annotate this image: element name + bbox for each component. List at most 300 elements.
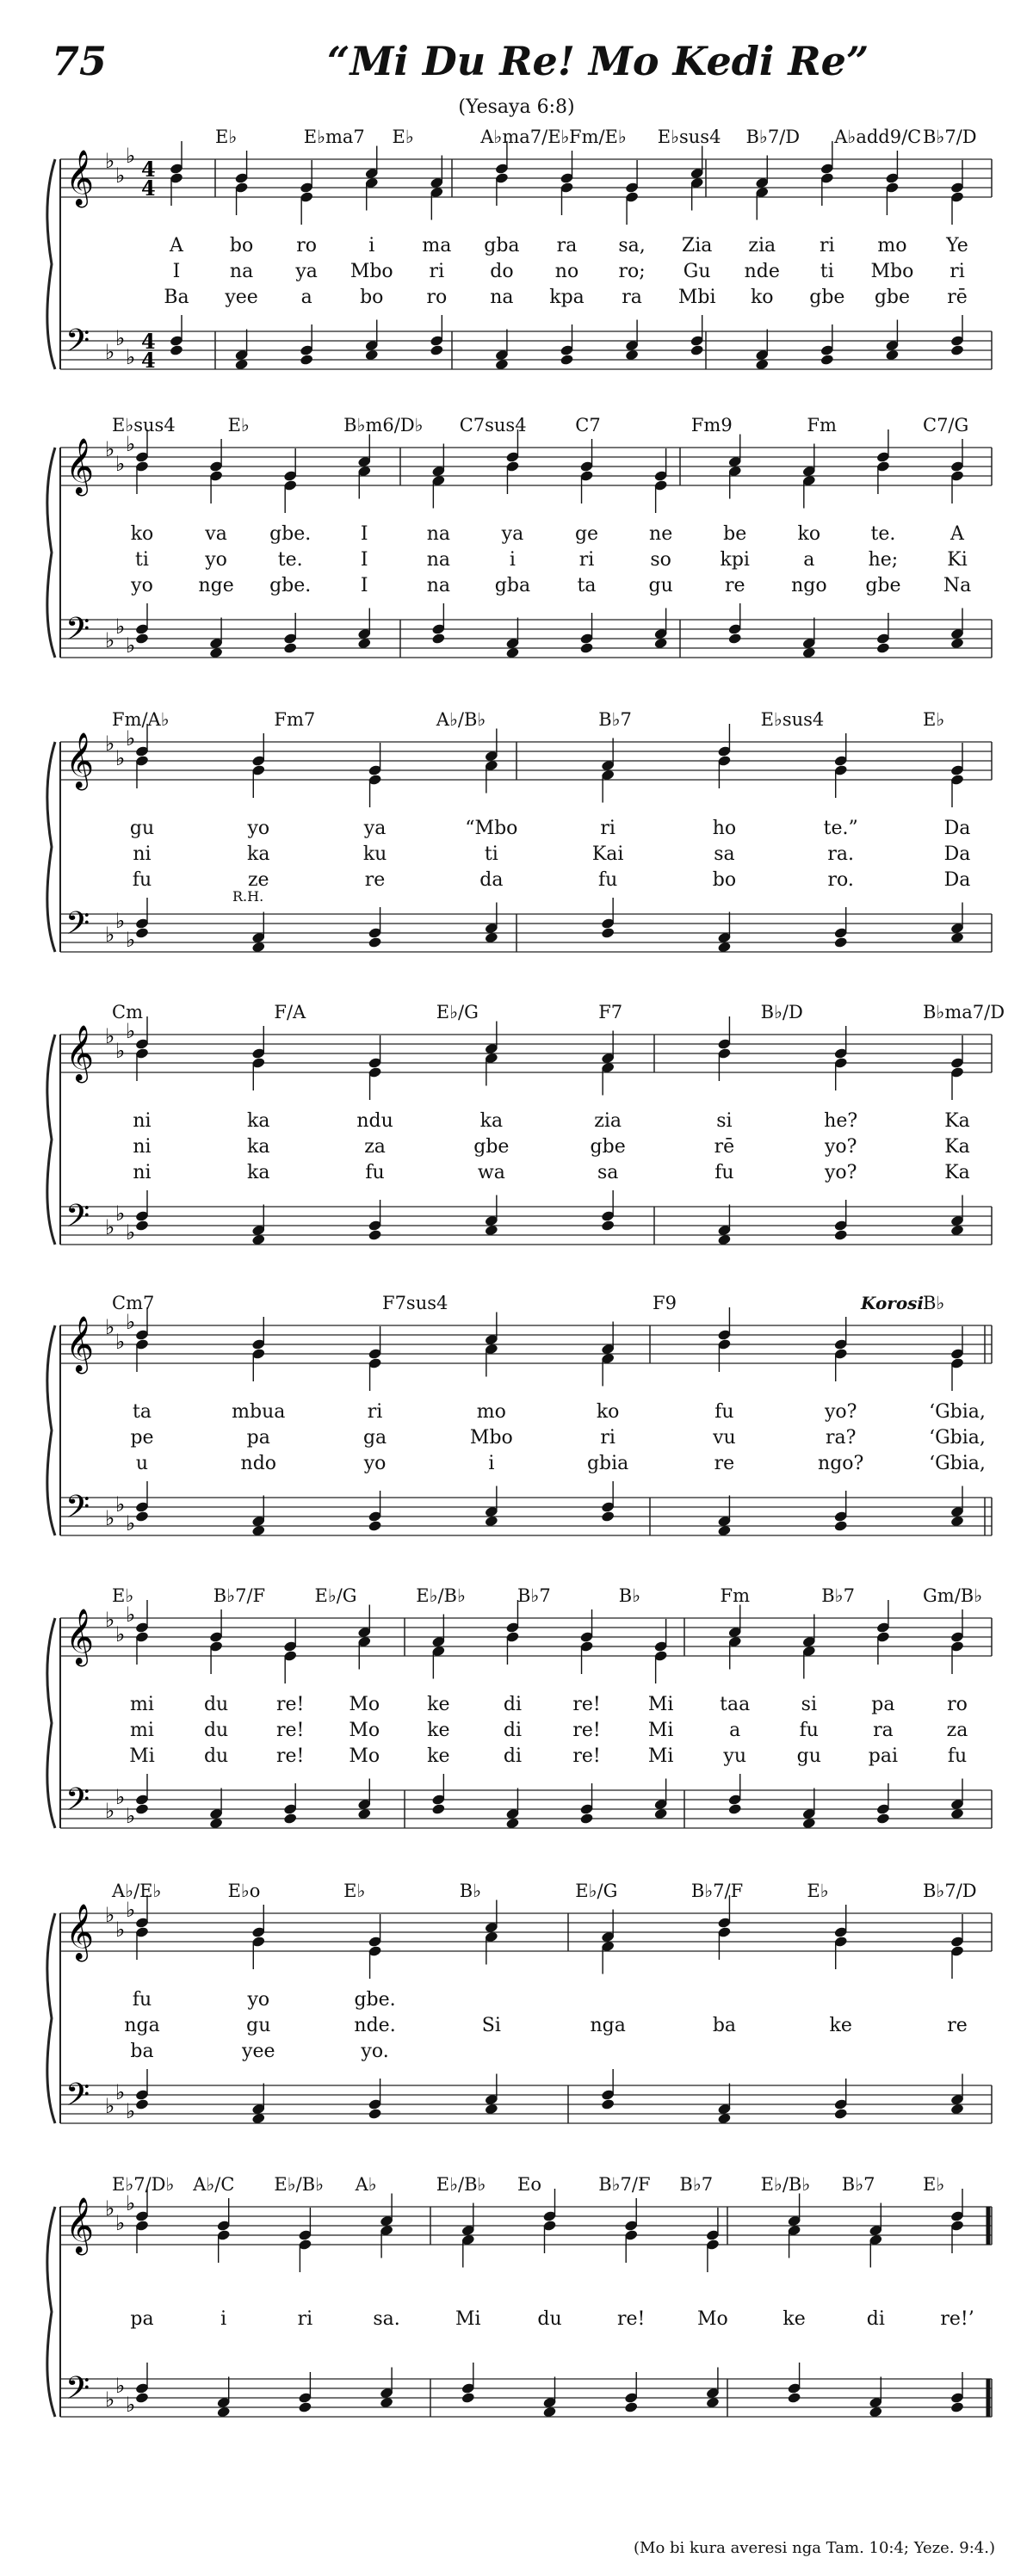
lyric-verse-2: ti xyxy=(135,549,149,571)
bass-notehead xyxy=(135,633,150,645)
lyric-verse-3: sa xyxy=(597,1162,619,1183)
bass-clef-icon: 𝄢 xyxy=(65,1782,90,1825)
chord-symbol: E♭ xyxy=(923,2174,945,2195)
chord-symbol: E♭sus4 xyxy=(657,127,721,147)
lyric-verse-2: Si xyxy=(481,2015,501,2036)
lyric-verse-2: yo? xyxy=(824,1136,857,1158)
bass-notehead xyxy=(876,642,891,654)
key-flat-icon: ♭ xyxy=(105,1215,115,1239)
key-flat-icon: ♭ xyxy=(115,452,126,476)
lyric-verse-3: ke xyxy=(427,1745,450,1767)
bass-clef-icon: 𝄢 xyxy=(65,2370,90,2414)
brace-icon xyxy=(47,159,55,369)
lyric-verse-2: ra? xyxy=(825,1427,857,1449)
lyric-verse-3: di xyxy=(503,1745,523,1767)
bass-notehead xyxy=(368,1520,382,1532)
key-flat-icon: ♭ xyxy=(115,2080,126,2104)
chord-symbol: E♭ xyxy=(923,709,945,730)
treble-clef-icon: 𝄞 xyxy=(65,1025,95,1081)
chord-symbol: E♭/G xyxy=(575,1881,618,1901)
bass-notehead xyxy=(170,344,184,356)
lyric-verse-1: Mi xyxy=(647,1694,674,1715)
lyric-verse-3: da xyxy=(479,869,504,891)
bass-clef-icon: 𝄢 xyxy=(65,1198,90,1242)
lyric-verse-2: a xyxy=(803,549,815,571)
chord-symbol: C7 xyxy=(575,415,601,436)
lyric-verse-1: si xyxy=(801,1694,817,1715)
lyric-verse-1: ko xyxy=(797,523,821,545)
bass-clef-icon: 𝄢 xyxy=(65,2077,90,2121)
lyric-verse-3: re xyxy=(714,1453,735,1474)
lyric-verse-2: re! xyxy=(275,1720,305,1741)
bass-notehead xyxy=(833,936,848,948)
treble-staff xyxy=(60,432,992,496)
key-flat-icon: ♭ xyxy=(105,2094,115,2118)
time-signature-bottom: 4 xyxy=(141,176,156,201)
lyric-verse-3: ro xyxy=(426,287,448,308)
lyric-verse-1: pa xyxy=(871,1694,895,1715)
bass-notehead xyxy=(135,1803,150,1815)
chord-symbol: E♭/G xyxy=(314,1585,357,1606)
chord-symbol: B♭/D xyxy=(760,1002,803,1022)
lyric-verse-2: I xyxy=(360,549,368,571)
bass-notehead xyxy=(135,2392,150,2404)
bass-staff xyxy=(60,323,992,373)
right-hand-mark: R.H. xyxy=(232,888,264,905)
lyric-verse-1: fu xyxy=(714,1401,734,1423)
key-flat-icon: ♭ xyxy=(115,326,126,350)
lyric-verse-3: yee xyxy=(225,287,258,308)
treble-clef-icon: 𝄞 xyxy=(65,438,95,494)
lyric-verse-3: gu xyxy=(648,575,673,596)
key-flat-icon: ♭ xyxy=(115,2374,126,2398)
chord-symbol: B♭7/D xyxy=(923,127,977,147)
lyric-verse-2: Ki xyxy=(947,549,968,571)
lyric-verse-3: ko xyxy=(750,287,774,308)
key-flat-icon: ♭ xyxy=(126,144,136,168)
lyric-verse-2: nga xyxy=(590,2015,626,2036)
treble-staff xyxy=(60,1310,992,1374)
chord-symbol: Gm/B♭ xyxy=(923,1585,983,1606)
key-flat-icon: ♭ xyxy=(126,1220,136,1245)
chord-symbol: E♭sus4 xyxy=(112,415,176,436)
chord-symbol: A♭/E♭ xyxy=(112,1881,162,1901)
lyric-verse-2: gbe xyxy=(473,1136,510,1158)
lyric-verse-3: rē xyxy=(947,287,968,308)
lyric-verse-2: ri xyxy=(578,549,595,571)
bass-staff xyxy=(60,2370,992,2417)
bass-notehead xyxy=(579,642,594,654)
lyric-verse-1: I xyxy=(360,523,368,545)
bass-notehead xyxy=(431,633,446,645)
lyric-verse-1: ma xyxy=(422,235,452,256)
bass-clef-icon: 𝄢 xyxy=(65,905,90,949)
lyric-verse-3: yo xyxy=(131,575,153,596)
lyric-verse-2: Mbo xyxy=(469,1427,513,1449)
lyric-verse-2: nde. xyxy=(354,2015,396,2036)
chord-symbol: A♭add9/C xyxy=(834,127,922,147)
key-flat-icon: ♭ xyxy=(105,1506,115,1530)
key-flat-icon: ♭ xyxy=(126,2393,136,2417)
bass-notehead xyxy=(833,1229,848,1241)
lyric-verse-2: ke xyxy=(427,1720,450,1741)
lyric-verse-2: I xyxy=(172,261,181,282)
chord-symbol: B♭7 xyxy=(517,1585,551,1606)
lyric-verse-3: Mbi xyxy=(677,287,716,308)
lyric-verse-1: ra xyxy=(556,235,578,256)
system-7 xyxy=(0,1879,1033,2163)
lyric-verse-3: ni xyxy=(133,1162,152,1183)
lyric-verse-1: te. xyxy=(870,523,896,545)
key-flat-icon: ♭ xyxy=(105,923,115,947)
lyric-verse-3: na xyxy=(426,575,451,596)
lyric-verse-3: gbe. xyxy=(269,575,312,596)
key-flat-icon: ♭ xyxy=(115,1918,126,1942)
lyric-verse-1: yo? xyxy=(824,1401,857,1423)
bass-staff xyxy=(60,1782,992,1828)
lyric-verse-2: ya xyxy=(295,261,318,282)
lyric-verse-3: fu xyxy=(132,869,152,891)
lyric-verse-1: i xyxy=(368,235,375,256)
lyric-verse-2: ti xyxy=(484,843,498,865)
bass-notehead xyxy=(300,354,314,366)
lyric-verse-2: ka xyxy=(247,843,270,865)
lyric-verse-2: kpi xyxy=(720,549,750,571)
treble-staff xyxy=(60,1019,992,1083)
chord-symbol: A♭ xyxy=(355,2174,377,2195)
bass-notehead xyxy=(601,1510,615,1523)
lyric-verse-1: te.” xyxy=(823,818,858,839)
lyric-verse-2: di xyxy=(503,1720,523,1741)
key-flat-icon: ♭ xyxy=(105,732,115,756)
lyric-verse-3: yo xyxy=(363,1453,387,1474)
lyric-verse-1: re! xyxy=(572,1694,601,1715)
lyric-verse-1: va xyxy=(205,523,227,545)
lyric-verse-2: pe xyxy=(130,1427,154,1449)
lyric-verse-1: mi xyxy=(130,1694,154,1715)
treble-clef-icon: 𝄞 xyxy=(65,1609,95,1665)
footnote: (Mo bi kura averesi nga Tam. 10:4; Yeze. 9:4.) xyxy=(634,2539,995,2557)
chord-symbol: B♭7 xyxy=(598,709,632,730)
lyric-verse-2: a xyxy=(729,1720,741,1741)
hymn-number: 75 xyxy=(52,38,108,84)
brace-icon xyxy=(47,448,55,658)
chord-symbol: E♭ xyxy=(392,127,414,147)
lyric-verse-3: Mi xyxy=(129,1745,155,1767)
lyric-verse-1: di xyxy=(503,1694,523,1715)
lyric-verse-1: ka xyxy=(247,1110,270,1132)
system-1 xyxy=(0,125,1033,409)
lyric-verse-2: ra. xyxy=(827,843,855,865)
key-flat-icon: ♭ xyxy=(115,164,126,188)
lyric-verse-1: yo xyxy=(247,1989,270,2011)
treble-clef-icon: 𝄞 xyxy=(65,1904,95,1960)
lyric-verse-2: ri xyxy=(949,261,965,282)
lyric-verse-1: zia xyxy=(594,1110,622,1132)
key-flat-icon: ♭ xyxy=(105,437,115,461)
bass-notehead xyxy=(461,2392,476,2404)
lyric-verse-1: Da xyxy=(943,818,971,839)
chord-symbol: Fm xyxy=(807,415,837,436)
lyric-verse-2: Da xyxy=(943,843,971,865)
treble-clef-icon: 𝄞 xyxy=(65,1316,95,1372)
lyric-verse-3: du xyxy=(203,1745,229,1767)
lyric-verse-3: fu xyxy=(597,869,618,891)
chord-symbol: Fm/A♭ xyxy=(112,709,170,730)
lyric-verse-1: ro xyxy=(947,1694,968,1715)
chord-symbol: B♭7/F xyxy=(598,2174,651,2195)
chord-symbol: E♭ xyxy=(227,415,250,436)
lyric-verse-1: sa. xyxy=(373,2308,400,2330)
lyric-verse-1: A xyxy=(170,235,183,256)
staff-system xyxy=(0,1000,1033,1284)
staff-system xyxy=(0,1291,1033,1575)
lyric-verse-3: kpa xyxy=(549,287,585,308)
lyric-verse-1: ri xyxy=(297,2308,313,2330)
chord-symbol: A♭/B♭ xyxy=(436,709,486,730)
lyric-verse-2: gbe xyxy=(590,1136,626,1158)
bass-notehead xyxy=(601,1220,615,1232)
key-flat-icon: ♭ xyxy=(126,1019,136,1043)
lyric-verse-2: Mbo xyxy=(870,261,914,282)
lyric-verse-1: bo xyxy=(229,235,254,256)
lyric-verse-3: fu xyxy=(365,1162,385,1183)
chord-symbol: F9 xyxy=(653,1293,677,1313)
lyric-verse-1: ke xyxy=(427,1694,450,1715)
bass-notehead xyxy=(876,1813,891,1825)
lyric-verse-2: rē xyxy=(714,1136,735,1158)
brace-icon xyxy=(47,1035,55,1245)
bass-notehead xyxy=(727,1803,742,1815)
lyric-verse-3: ra xyxy=(622,287,642,308)
key-flat-icon: ♭ xyxy=(115,1039,126,1063)
lyric-verse-3: Mo xyxy=(349,1745,380,1767)
lyric-verse-1: Ka xyxy=(944,1110,970,1132)
key-flat-icon: ♭ xyxy=(126,1603,136,1627)
chord-symbol: E♭ xyxy=(343,1881,366,1901)
lyric-verse-1: re! xyxy=(616,2308,646,2330)
chord-symbol: Fm/E♭ xyxy=(569,127,627,147)
chord-symbol: E♭ xyxy=(807,1881,829,1901)
lyric-verse-1: gu xyxy=(129,818,155,839)
lyric-verse-1: he? xyxy=(824,1110,858,1132)
lyric-verse-2: Mo xyxy=(349,1720,380,1741)
bass-notehead xyxy=(135,2098,150,2110)
lyric-verse-1: i xyxy=(220,2308,227,2330)
lyric-verse-2: ku xyxy=(362,843,387,865)
bass-notehead xyxy=(283,642,298,654)
chord-symbol: A♭/C xyxy=(193,2174,235,2195)
lyric-verse-3: yo. xyxy=(361,2041,389,2062)
system-4 xyxy=(0,1000,1033,1284)
chord-symbol: Cm xyxy=(112,1002,143,1022)
lyric-verse-1: ri xyxy=(367,1401,383,1423)
lyric-verse-2: gu xyxy=(246,2015,271,2036)
time-signature-top: 4 xyxy=(141,157,156,182)
bass-clef-icon: 𝄢 xyxy=(65,323,90,367)
lyric-verse-1: ri xyxy=(820,235,835,256)
key-flat-icon: ♭ xyxy=(105,1608,115,1632)
chord-symbol: E♭ xyxy=(215,127,238,147)
system-3 xyxy=(0,707,1033,991)
lyric-verse-2: no xyxy=(554,261,579,282)
lyric-verse-2: he; xyxy=(868,549,899,571)
brace-icon xyxy=(47,742,55,952)
chord-symbol: Eo xyxy=(517,2174,541,2195)
time-signature-bottom: 4 xyxy=(141,348,156,373)
chord-symbol: E♭/B♭ xyxy=(416,1585,466,1606)
key-flat-icon: ♭ xyxy=(105,2388,115,2412)
chord-symbol: E♭/G xyxy=(436,1002,479,1022)
key-flat-icon: ♭ xyxy=(126,1310,136,1334)
lyric-verse-1: di xyxy=(866,2308,885,2330)
bass-notehead xyxy=(820,354,835,366)
lyric-verse-1: ri xyxy=(600,818,615,839)
lyric-verse-3: bo xyxy=(360,287,384,308)
lyric-verse-1: du xyxy=(537,2308,562,2330)
chord-symbol: B♭m6/D♭ xyxy=(343,415,424,436)
lyric-verse-1: “Mbo xyxy=(465,818,518,839)
key-flat-icon: ♭ xyxy=(126,1804,136,1828)
lyric-verse-1: Mo xyxy=(349,1694,380,1715)
chorus-marker: Korosi xyxy=(861,1293,925,1313)
lyric-verse-2: ri xyxy=(600,1427,615,1449)
brace-icon xyxy=(47,1913,55,2123)
treble-staff xyxy=(60,726,992,790)
lyric-verse-3: re xyxy=(724,575,745,596)
lyric-verse-3: Ka xyxy=(944,1162,970,1183)
bass-staff xyxy=(60,611,992,658)
chord-symbol: B♭7 xyxy=(841,2174,875,2195)
key-flat-icon: ♭ xyxy=(126,633,136,658)
lyric-verse-2: ro; xyxy=(618,261,646,282)
lyric-verse-3: i xyxy=(488,1453,495,1474)
treble-staff xyxy=(60,1898,992,1961)
lyric-verse-3: ‘Gbia, xyxy=(929,1453,986,1474)
lyric-verse-1: ro xyxy=(296,235,318,256)
bass-notehead xyxy=(135,1510,150,1523)
lyric-verse-3: wa xyxy=(477,1162,505,1183)
lyric-verse-1: Ye xyxy=(946,235,968,256)
time-signature-top: 4 xyxy=(141,329,156,354)
key-flat-icon: ♭ xyxy=(115,1492,126,1517)
lyric-verse-1: du xyxy=(203,1694,229,1715)
lyric-verse-3: gbe xyxy=(865,575,901,596)
lyric-verse-1: ne xyxy=(649,523,673,545)
brace-icon xyxy=(47,2207,55,2417)
lyric-verse-3: Da xyxy=(943,869,971,891)
brace-icon xyxy=(47,1618,55,1828)
lyric-verse-2: te. xyxy=(277,549,303,571)
lyric-verse-3: re! xyxy=(275,1745,305,1767)
chord-symbol: A♭ma7/E♭ xyxy=(480,127,570,147)
chord-symbol: F7sus4 xyxy=(382,1293,448,1313)
lyric-verse-3: Mi xyxy=(647,1745,674,1767)
bass-staff xyxy=(60,2077,992,2123)
lyric-verse-3: bo xyxy=(712,869,737,891)
bass-notehead xyxy=(560,354,574,366)
staff-system xyxy=(0,707,1033,991)
key-flat-icon: ♭ xyxy=(126,928,136,952)
key-flat-icon: ♭ xyxy=(115,1330,126,1354)
lyric-verse-2: so xyxy=(650,549,671,571)
chord-symbol: Fm9 xyxy=(690,415,733,436)
lyric-verse-2: nde xyxy=(744,261,780,282)
chord-symbol: E♭o xyxy=(227,1881,261,1901)
lyric-verse-1: re! xyxy=(275,1694,305,1715)
lyric-verse-3: pai xyxy=(868,1745,899,1767)
key-flat-icon: ♭ xyxy=(126,1511,136,1535)
lyric-verse-2: ti xyxy=(820,261,834,282)
key-flat-icon: ♭ xyxy=(105,1903,115,1927)
lyric-verse-3: ka xyxy=(247,1162,270,1183)
lyric-verse-3: ba xyxy=(130,2041,154,2062)
bass-notehead xyxy=(579,1813,594,1825)
lyric-verse-1: sa, xyxy=(618,235,646,256)
key-flat-icon: ♭ xyxy=(105,1315,115,1339)
bass-notehead xyxy=(624,2401,639,2413)
lyric-verse-1: ya xyxy=(501,523,524,545)
lyric-verse-2: ni xyxy=(133,1136,152,1158)
lyric-verse-2: Gu xyxy=(683,261,711,282)
lyric-verse-3: ngo? xyxy=(818,1453,864,1474)
bass-notehead xyxy=(690,344,704,356)
key-flat-icon: ♭ xyxy=(126,432,136,456)
bass-notehead xyxy=(135,1220,150,1232)
treble-staff xyxy=(60,1603,992,1666)
lyric-verse-1: ko xyxy=(596,1401,620,1423)
chord-symbol: E♭ma7 xyxy=(303,127,365,147)
lyric-verse-2: nga xyxy=(124,2015,160,2036)
chord-symbol: B♭ xyxy=(459,1881,482,1901)
key-flat-icon: ♭ xyxy=(126,1898,136,1922)
chord-symbol: E♭/B♭ xyxy=(274,2174,325,2195)
lyric-verse-1: ya xyxy=(363,818,387,839)
treble-clef-icon: 𝄞 xyxy=(65,2197,95,2253)
lyric-verse-1: mo xyxy=(476,1401,506,1423)
chord-symbol: B♭7/D xyxy=(923,1881,977,1901)
bass-notehead xyxy=(298,2401,312,2413)
lyric-verse-2: ra xyxy=(873,1720,894,1741)
bass-staff xyxy=(60,905,992,952)
lyric-verse-3: na xyxy=(490,287,514,308)
bass-notehead xyxy=(727,633,742,645)
bass-notehead xyxy=(368,2108,382,2120)
system-8 xyxy=(0,2172,1033,2456)
key-flat-icon: ♭ xyxy=(126,726,136,751)
chord-symbol: E♭7/D♭ xyxy=(112,2174,175,2195)
treble-staff xyxy=(60,144,992,207)
lyric-verse-2: Mbo xyxy=(349,261,393,282)
bass-notehead xyxy=(601,927,615,939)
key-flat-icon: ♭ xyxy=(126,2099,136,2123)
lyric-verse-1: taa xyxy=(720,1694,751,1715)
lyric-verse-1: fu xyxy=(132,1989,152,2011)
lyric-verse-1: ‘Gbia, xyxy=(929,1401,986,1423)
bass-notehead xyxy=(283,1813,298,1825)
lyric-verse-3: a xyxy=(300,287,312,308)
chord-symbol: B♭7/D xyxy=(745,127,801,147)
key-flat-icon: ♭ xyxy=(115,1785,126,1809)
lyric-verse-1: ta xyxy=(133,1401,152,1423)
system-6 xyxy=(0,1584,1033,1868)
lyric-verse-3: Na xyxy=(943,575,972,596)
bass-staff xyxy=(60,1489,992,1535)
bass-notehead xyxy=(787,2392,801,2404)
bass-notehead xyxy=(368,1229,382,1241)
lyric-verse-2: ba xyxy=(712,2015,737,2036)
lyric-verse-1: na xyxy=(426,523,451,545)
